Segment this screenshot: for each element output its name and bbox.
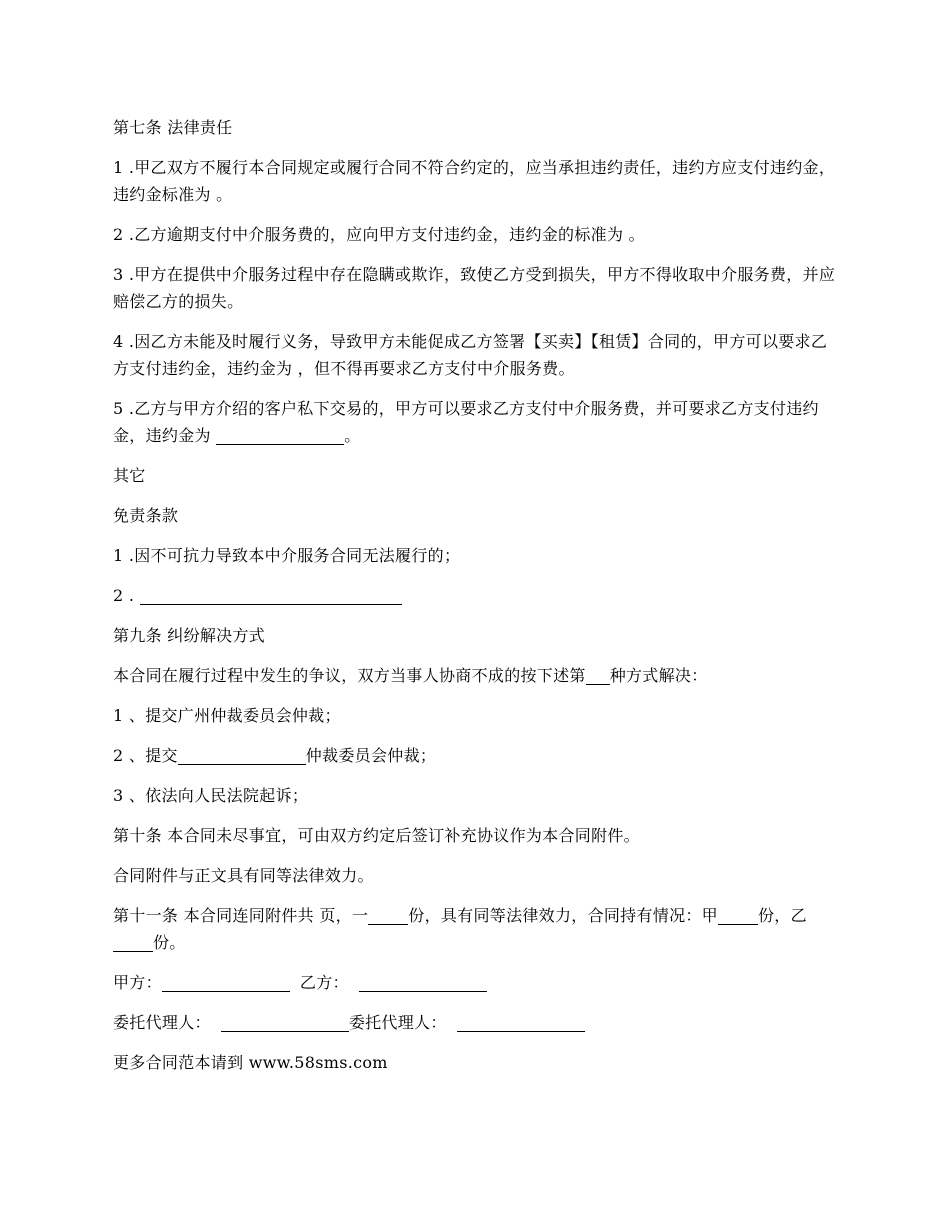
copies-total-blank[interactable] [368, 906, 408, 925]
party-a-blank[interactable] [162, 973, 290, 992]
copies-party-a-blank[interactable] [718, 906, 758, 925]
article-7-clause-2: 2 .乙方逾期支付中介服务费的，应向甲方支付违约金，违约金的标准为 。 [113, 225, 645, 244]
copies-party-b-blank[interactable] [113, 933, 153, 952]
clause-5-end: 。 [344, 426, 361, 445]
article-10: 第十条 本合同未尽事宜，可由双方约定后签订补充协议作为本合同附件。 [113, 826, 640, 845]
article-9-option-1: 1 、提交广州仲裁委员会仲裁； [113, 706, 341, 725]
article-7-clause-5 [113, 395, 843, 449]
article-9-title: 第九条 纠纷解决方式 [113, 626, 266, 645]
agent-b-label: 委托代理人： [348, 1013, 447, 1032]
clause-5-text: 5 .乙方与甲方介绍的客户私下交易的，甲方可以要求乙方支付中介服务费，并可要求乙方支付违约金，违约金为 [113, 399, 819, 445]
article-11-text-b: 份，具有同等法律效力，合同持有情况：甲 [408, 906, 718, 925]
article-11 [113, 902, 843, 956]
article-9-option-2 [113, 742, 843, 769]
footer-link[interactable]: 更多合同范本请到 www.58sms.com [113, 1053, 388, 1072]
agent-a-blank[interactable] [221, 1013, 349, 1032]
agent-a-label: 委托代理人： [113, 1013, 211, 1032]
signature-agents [113, 1009, 843, 1036]
article-9-intro-text: 本合同在履行过程中发生的争议，双方当事人协商不成的按下述第 [113, 666, 586, 685]
penalty-blank[interactable] [216, 426, 344, 445]
party-b-blank[interactable] [359, 973, 487, 992]
exemption-clause-2 [113, 582, 843, 609]
article-9-option-3: 3 、依法向人民法院起诉； [113, 786, 309, 805]
article-11-text-c: 份，乙 [757, 906, 807, 925]
article-7-clause-4: 4 .因乙方未能及时履行义务，导致甲方未能促成乙方签署【买卖】【租赁】合同的，甲方可以要求乙方支付违约金，违约金为 ，但不得再要求乙方支付中介服务费。 [113, 332, 828, 378]
party-b-label: 乙方： [299, 973, 349, 992]
exemption-2-text: 2 . [113, 586, 140, 605]
option-2-text: 2 、提交 [113, 746, 178, 765]
arbitration-commission-blank[interactable] [178, 746, 306, 765]
article-7-title: 第七条 法律责任 [113, 118, 233, 137]
other-title: 其它 [113, 466, 146, 485]
article-11-text-a: 第十一条 本合同连同附件共 页，一 [113, 906, 369, 925]
option-2-end: 仲裁委员会仲裁； [305, 746, 437, 765]
signature-parties [113, 969, 843, 996]
exemption-blank[interactable] [140, 586, 402, 605]
agent-b-blank[interactable] [457, 1013, 585, 1032]
article-10-attachment: 合同附件与正文具有同等法律效力。 [113, 866, 374, 885]
method-number-blank[interactable] [586, 666, 610, 685]
article-7-clause-3: 3 .甲方在提供中介服务过程中存在隐瞒或欺诈，致使乙方受到损失，甲方不得收取中介服务费，并应赔偿乙方的损失。 [113, 265, 836, 311]
party-a-label: 甲方： [113, 973, 162, 992]
article-9-intro-end: 种方式解决： [609, 666, 708, 685]
exemption-title: 免责条款 [113, 506, 179, 525]
article-9-intro [113, 662, 843, 689]
contract-page [113, 114, 843, 1089]
exemption-clause-1: 1 .因不可抗力导致本中介服务合同无法履行的； [113, 546, 461, 565]
article-11-text-d: 份。 [153, 933, 186, 952]
article-7-clause-1: 1 .甲乙双方不履行本合同规定或履行合同不符合约定的，应当承担违约责任，违约方应支付违约金，违约金标准为 。 [113, 158, 836, 204]
